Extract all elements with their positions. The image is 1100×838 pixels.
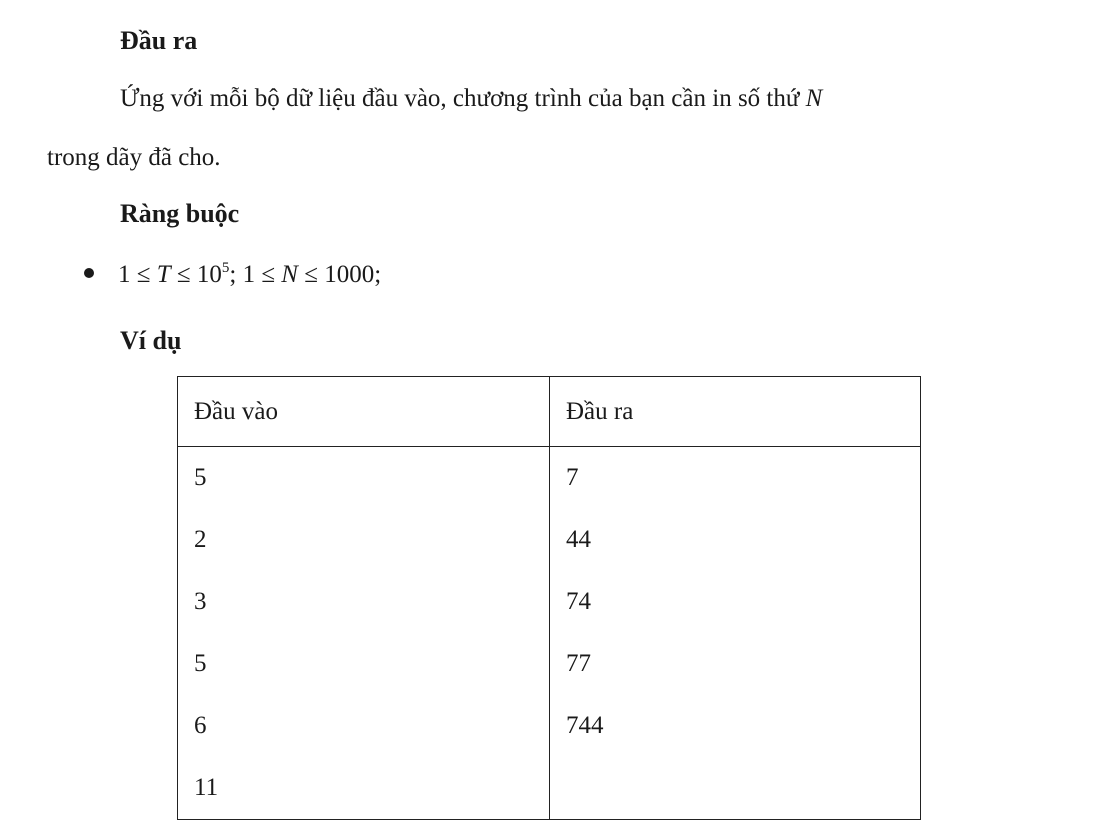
example-heading: Ví dụ <box>120 326 182 355</box>
variable-t: T <box>156 261 171 288</box>
table-cell-output: 77 <box>550 633 921 695</box>
table-cell-output: 44 <box>550 509 921 571</box>
table-header-row <box>178 377 921 447</box>
variable-n: N <box>805 85 823 112</box>
output-description-line2: trong dãy đã cho. <box>47 144 221 171</box>
constraint-text-2: ≤ 10 <box>170 261 222 288</box>
constraint-text-1: 1 ≤ <box>118 261 157 288</box>
header-input: Đầu vào <box>178 377 550 447</box>
table-cell-output <box>550 757 921 820</box>
header-output: Đầu ra <box>550 377 921 447</box>
constraint-text-3: ; 1 ≤ <box>229 261 282 288</box>
table-row <box>178 447 921 510</box>
table-cell-input: 5 <box>178 447 550 510</box>
bullet-icon <box>84 268 94 278</box>
table-cell-input: 3 <box>178 571 550 633</box>
variable-n: N <box>281 261 298 288</box>
output-description-line1 <box>120 86 822 111</box>
example-table <box>177 376 921 820</box>
table-cell-input: 6 <box>178 695 550 757</box>
output-description-text: Ứng với mỗi bộ dữ liệu đầu vào, chương trình của bạn cần in số thứ <box>120 85 806 112</box>
table-row <box>178 571 921 633</box>
table-row <box>178 509 921 571</box>
table-row <box>178 633 921 695</box>
exponent: 5 <box>221 260 230 276</box>
constraint-text-4: ≤ 1000; <box>297 261 382 288</box>
table-cell-output: 7 <box>550 447 921 510</box>
constraints-heading: Ràng buộc <box>120 199 240 228</box>
table-row <box>178 757 921 820</box>
constraint-item <box>84 262 381 287</box>
table-row <box>178 695 921 757</box>
output-heading: Đầu ra <box>120 26 198 55</box>
table-cell-input: 5 <box>178 633 550 695</box>
table-cell-output: 74 <box>550 571 921 633</box>
table-cell-output: 744 <box>550 695 921 757</box>
table-cell-input: 2 <box>178 509 550 571</box>
table-cell-input: 11 <box>178 757 550 820</box>
